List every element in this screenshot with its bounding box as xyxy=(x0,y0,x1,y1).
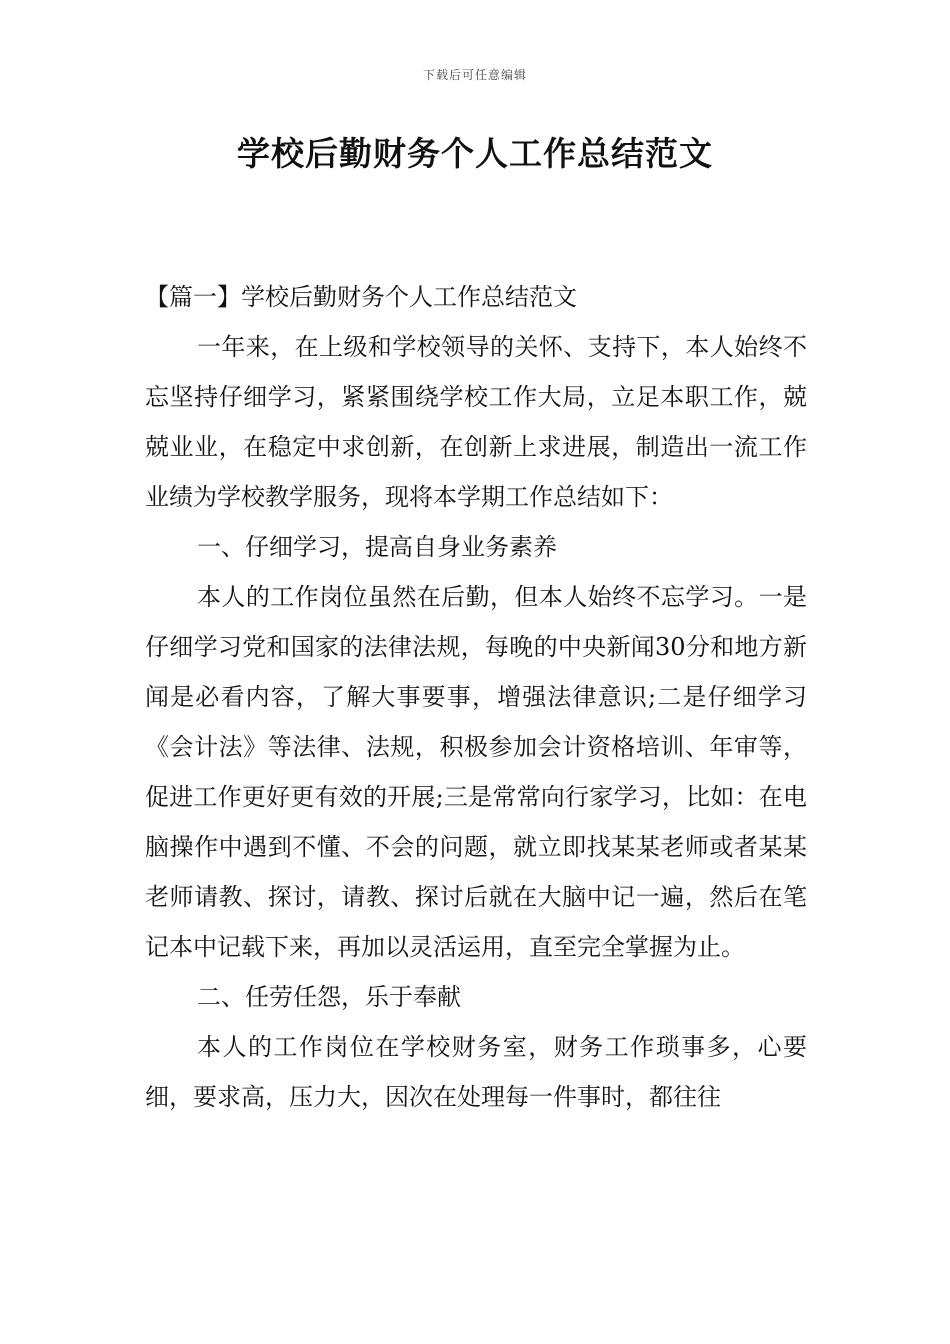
subheading-1: 一、仔细学习，提高自身业务素养 xyxy=(197,533,557,561)
section-heading: 【篇一】学校后勤财务个人工作总结范文 xyxy=(145,283,577,311)
subheading-2: 二、任劳任怨，乐于奉献 xyxy=(197,983,461,1011)
paragraph-intro: 一年来，在上级和学校领导的关怀、支持下，本人始终不忘坚持仔细学习，紧紧围绕学校工作大局，立足本职工作，兢兢业业，在稳定中求创新，在创新上求进展，制造出一流工作业绩为学校教学服务，现将本学期工作总结如下： xyxy=(145,333,807,511)
header-note: 下载后可任意编辑 xyxy=(422,68,527,82)
paragraph-dedication: 本人的工作岗位在学校财务室，财务工作琐事多，心要细，要求高，压力大，因次在处理每一件事时，都往往 xyxy=(145,1033,807,1111)
document-title: 学校后勤财务个人工作总结范文 xyxy=(237,134,713,173)
document-body xyxy=(145,272,807,1122)
paragraph-study: 本人的工作岗位虽然在后勤，但本人始终不忘学习。一是仔细学习党和国家的法律法规，每晚的中央新闻30分和地方新闻是必看内容，了解大事要事，增强法律意识;二是仔细学习《会计法》等法律、法规，积极参加会计资格培训、年审等，促进工作更好更有效的开展;三是常常向行家学习，比如：在电脑操作中遇到不懂、不会的问题，就立即找某某老师或者某某老师请教、探讨，请教、探讨后就在大脑中记一遍，然后在笔记本中记载下来，再加以灵活运用，直至完全掌握为止。 xyxy=(145,583,807,961)
